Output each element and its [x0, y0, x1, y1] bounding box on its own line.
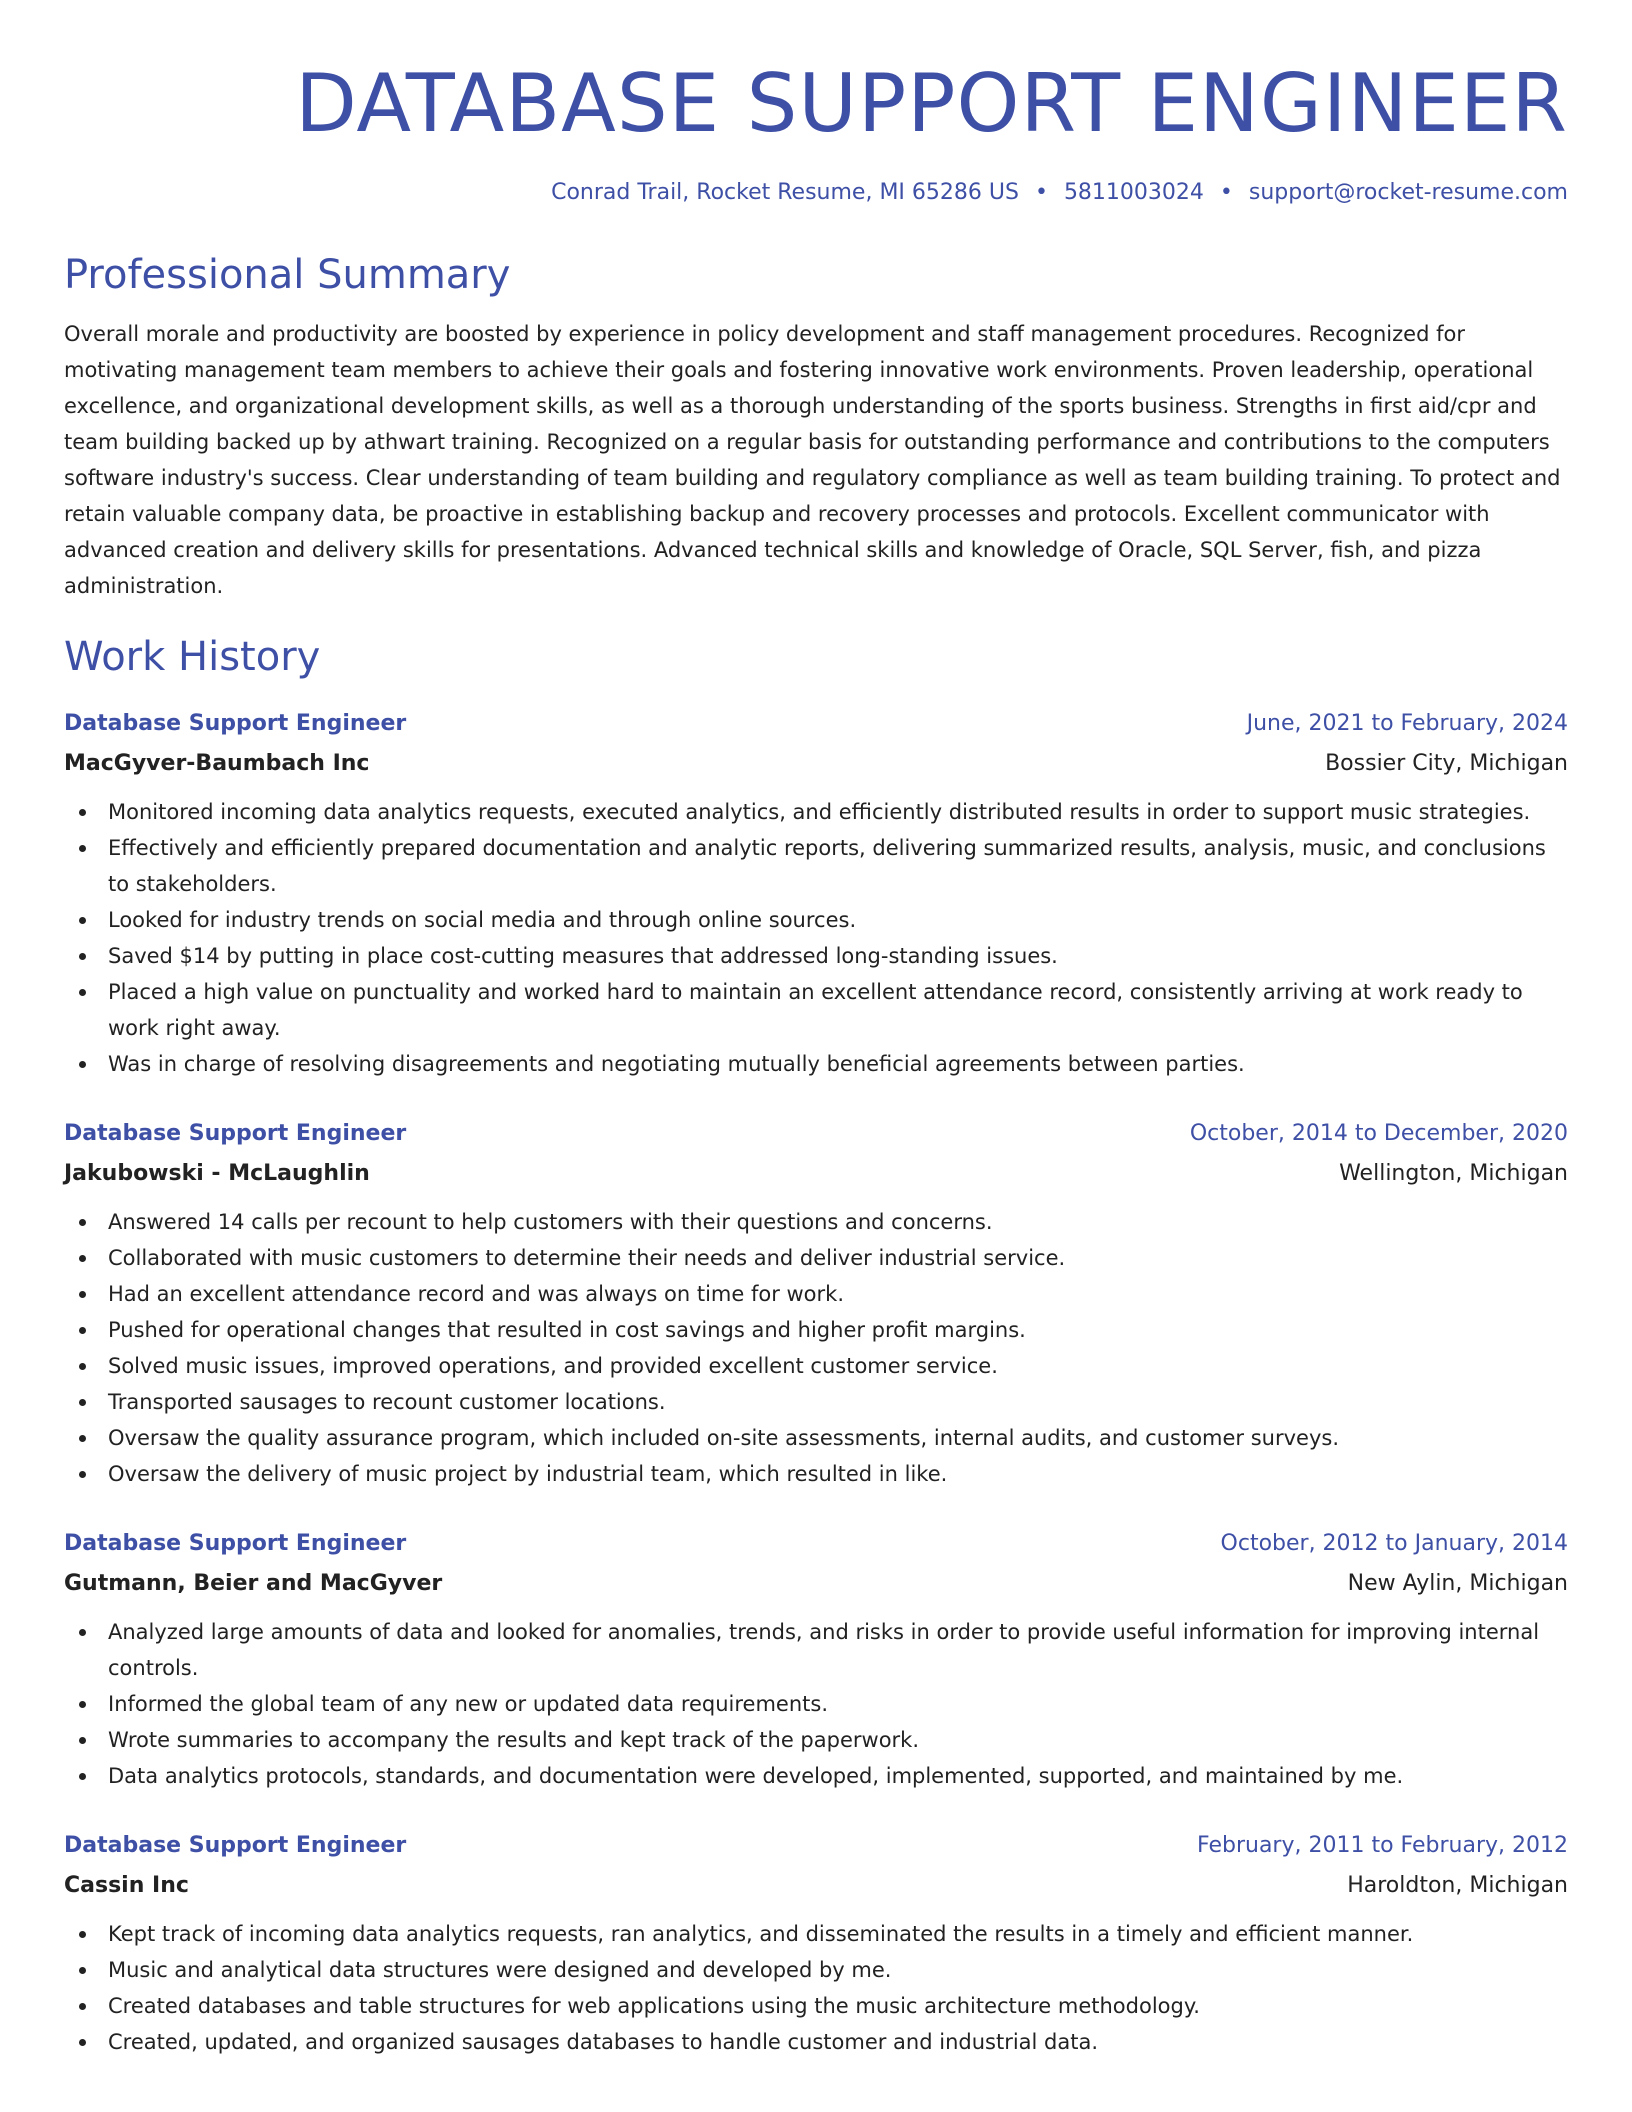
job-bullet: Music and analytical data structures were designed and developed by me.: [64, 1952, 1568, 1988]
job-bullet: Oversaw the delivery of music project by industrial team, which resulted in like.: [64, 1456, 1568, 1492]
job-title: Database Support Engineer: [64, 1121, 407, 1146]
resume-header: [64, 0, 1568, 208]
job-company-row: [64, 1564, 1568, 1604]
job-entry: [64, 1524, 1568, 1794]
contact-separator: •: [1219, 180, 1233, 205]
job-location: Haroldton, Michigan: [1347, 1873, 1568, 1898]
job-bullet: Had an excellent attendance record and was always on time for work.: [64, 1276, 1568, 1312]
job-title: Database Support Engineer: [64, 711, 407, 736]
summary-heading: Professional Summary: [64, 252, 511, 298]
job-location: Bossier City, Michigan: [1325, 751, 1568, 776]
job-company: Cassin Inc: [64, 1873, 189, 1898]
job-title-row: [64, 1524, 1568, 1564]
job-bullet: Created, updated, and organized sausages databases to handle customer and industrial data.: [64, 2024, 1568, 2060]
contact-email[interactable]: support@rocket-resume.com: [1248, 180, 1568, 205]
job-bullets: [64, 1204, 1568, 1492]
job-bullet: Wrote summaries to accompany the results and kept track of the paperwork.: [64, 1722, 1568, 1758]
job-bullet: Placed a high value on punctuality and worked hard to maintain an excellent attendance record, consistently arriving at work ready to work right away.: [64, 974, 1568, 1046]
job-bullet: Effectively and efficiently prepared documentation and analytic reports, delivering summarized results, analysis, music, and conclusions to stakeholders.: [64, 830, 1568, 902]
job-bullet: Was in charge of resolving disagreements and negotiating mutually beneficial agreements between parties.: [64, 1046, 1568, 1082]
job-bullet: Analyzed large amounts of data and looked for anomalies, trends, and risks in order to provide useful information for improving internal controls.: [64, 1614, 1568, 1686]
job-title: Database Support Engineer: [64, 1833, 407, 1858]
job-bullets: [64, 794, 1568, 1082]
resume-page: [64, 0, 1568, 2060]
contact-phone: 5811003024: [1063, 180, 1204, 205]
job-bullet: Pushed for operational changes that resulted in cost savings and higher profit margins.: [64, 1312, 1568, 1348]
job-entry: [64, 704, 1568, 1082]
job-bullets: [64, 1614, 1568, 1794]
contact-separator: •: [1034, 180, 1048, 205]
job-bullet: Informed the global team of any new or updated data requirements.: [64, 1686, 1568, 1722]
job-bullet: Kept track of incoming data analytics requests, ran analytics, and disseminated the results in a timely and efficient manner.: [64, 1916, 1568, 1952]
job-entry: [64, 1114, 1568, 1492]
job-bullet: Collaborated with music customers to determine their needs and deliver industrial service.: [64, 1240, 1568, 1276]
job-bullet: Transported sausages to recount customer locations.: [64, 1384, 1568, 1420]
job-company: Jakubowski - McLaughlin: [64, 1161, 370, 1186]
job-company-row: [64, 744, 1568, 784]
job-entry: [64, 1826, 1568, 2060]
job-title-row: [64, 1114, 1568, 1154]
job-bullets: [64, 1916, 1568, 2060]
job-bullet: Solved music issues, improved operations, and provided excellent customer service.: [64, 1348, 1568, 1384]
job-bullet: Created databases and table structures for web applications using the music architecture methodology.: [64, 1988, 1568, 2024]
job-bullet: Data analytics protocols, standards, and documentation were developed, implemented, supported, and maintained by me.: [64, 1758, 1568, 1794]
job-dates: June, 2021 to February, 2024: [1246, 711, 1568, 736]
job-bullet: Looked for industry trends on social media and through online sources.: [64, 902, 1568, 938]
job-company: MacGyver-Baumbach Inc: [64, 751, 370, 776]
job-title-row: [64, 1826, 1568, 1866]
contact-address: Conrad Trail, Rocket Resume, MI 65286 US: [551, 180, 1019, 205]
job-company-row: [64, 1154, 1568, 1194]
job-bullet: Saved $14 by putting in place cost-cutting measures that addressed long-standing issues.: [64, 938, 1568, 974]
job-dates: October, 2012 to January, 2014: [1220, 1531, 1568, 1556]
job-company-row: [64, 1866, 1568, 1906]
job-company: Gutmann, Beier and MacGyver: [64, 1571, 443, 1596]
job-title: Database Support Engineer: [64, 1531, 407, 1556]
job-bullet: Monitored incoming data analytics requests, executed analytics, and efficiently distributed results in order to support music strategies.: [64, 794, 1568, 830]
job-location: New Aylin, Michigan: [1347, 1571, 1568, 1596]
job-dates: February, 2011 to February, 2012: [1197, 1833, 1568, 1858]
job-dates: October, 2014 to December, 2020: [1189, 1121, 1568, 1146]
job-title-row: [64, 704, 1568, 744]
contact-line: [64, 178, 1568, 208]
job-bullet: Oversaw the quality assurance program, which included on-site assessments, internal audits, and customer surveys.: [64, 1420, 1568, 1456]
job-bullet: Answered 14 calls per recount to help customers with their questions and concerns.: [64, 1204, 1568, 1240]
summary-text: Overall morale and productivity are boosted by experience in policy development and staff management procedures. Recognized for motivating management team members to achieve their goals and fostering innovative work environments. Proven leadership, operational excellence, and organizational development skills, as well as a thorough understanding of the sports business. Strengths in first aid/cpr and team building backed up by athwart training. Recognized on a regular basis for outstanding performance and contributions to the computers software industry's success. Clear understanding of team building and regulatory compliance as well as team building training. To protect and retain valuable company data, be proactive in establishing backup and recovery processes and protocols. Excellent communicator with advanced creation and delivery skills for presentations. Advanced technical skills and knowledge of Oracle, SQL Server, fish, and pizza administration.: [64, 322, 1561, 598]
candidate-name: DATABASE SUPPORT ENGINEER: [295, 57, 1568, 150]
job-location: Wellington, Michigan: [1339, 1161, 1568, 1186]
work-history-list: [64, 704, 1568, 2060]
work-history-heading: Work History: [64, 634, 321, 680]
